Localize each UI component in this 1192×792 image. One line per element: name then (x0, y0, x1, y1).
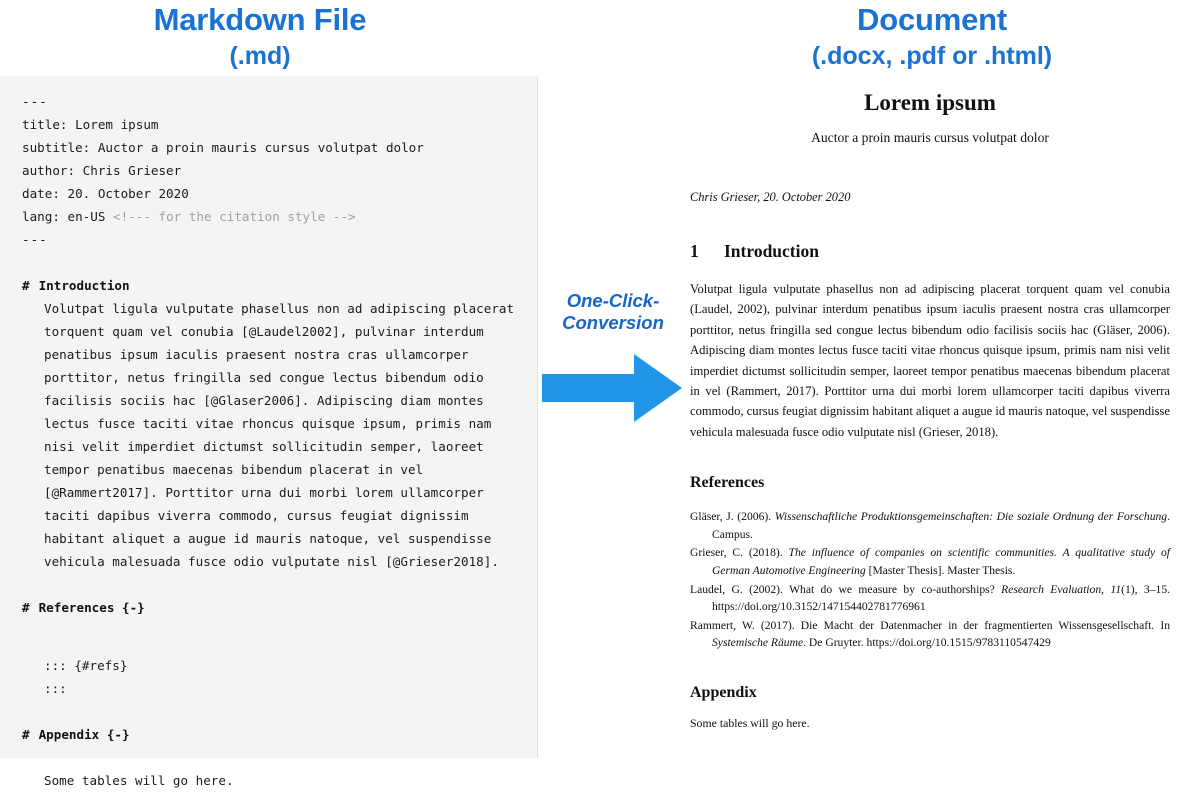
frontmatter-close: --- (22, 232, 48, 247)
heading-text: Appendix {-} (38, 727, 130, 742)
reference-item: Rammert, W. (2017). Die Macht der Datenmacher in der fragmentierten Wissensgesellschaft. In Systemische Räume. De Gruyter. https://doi.org/10.1515/9783110547429 (690, 618, 1170, 650)
document-section-title: Introduction (724, 241, 819, 261)
heading-text: Introduction (38, 278, 130, 293)
document-heading-subtitle: Auctor a proin mauris cursus volutpat dolor (811, 130, 1049, 145)
reference-item: Grieser, C. (2018). The influence of companies on scientific communities. A qualitative study of German Automotive Engineering [Master Thesis]. Master Thesis. (690, 546, 1171, 578)
markdown-refs-div-close: ::: (44, 681, 67, 696)
frontmatter-subtitle: subtitle: Auctor a proin mauris cursus volutpat dolor (22, 140, 424, 155)
markdown-title-main: Markdown File (153, 2, 367, 37)
frontmatter-title: title: Lorem ipsum (22, 117, 159, 132)
heading-text: References {-} (38, 600, 145, 615)
markdown-column-title (0, 2, 520, 70)
document-column-title (672, 2, 1192, 70)
frontmatter-lang-value: lang: en-US (22, 209, 113, 224)
document-title-main: Document (857, 2, 1007, 37)
conversion-callout (538, 290, 688, 426)
markdown-heading-introduction (22, 274, 519, 297)
document-author-date: Chris Grieser, 20. October 2020 (690, 190, 851, 204)
frontmatter-lang (22, 205, 519, 228)
right-arrow-icon (542, 350, 684, 426)
document-heading-title: Lorem ipsum (864, 90, 996, 115)
document-appendix-heading: Appendix (690, 684, 757, 701)
document-section-number: 1 (690, 241, 699, 261)
markdown-heading-references (22, 596, 519, 619)
frontmatter-date: date: 20. October 2020 (22, 186, 189, 201)
markdown-body-introduction: Volutpat ligula vulputate phasellus non ad adipiscing placerat torquent quam vel conubia [@Laudel2002], pulvinar interdum penatibus ipsum iaculis praesent nostra cras ullamcorper porttitor, netus fringilla sed congue lectus bibendum odio facilisis sociis hac [@Glaser2006]. Adipiscing diam montes lectus fusce taciti vitae rhoncus quisque ipsum, primis nam nisi velit imperdiet dictumst sollicitudin semper, laoreet tempor penatibus maecenas bibendum placerat in vel [@Rammert2017]. Porttitor urna dui morbi lorem ullamcorper taciti dapibus viverra commodo, cursus feugiat dignissim habitant aliquet a augue id mauris natoque, vel suspendisse vehicula malesuada fusce odio vulputate nisl [@Grieser2018]. (44, 301, 522, 569)
conversion-label-line1: One-Click- (566, 290, 660, 311)
frontmatter-author: author: Chris Grieser (22, 163, 182, 178)
arrow-wrapper (538, 350, 688, 426)
markdown-heading-appendix (22, 723, 519, 746)
markdown-title-sub: (.md) (229, 41, 291, 70)
document-appendix-body: Some tables will go here. (690, 716, 810, 730)
heading-hash: # (22, 278, 30, 293)
reference-item: Laudel, G. (2002). What do we measure by co-authorships? Research Evaluation, 11(1), 3–15. https://doi.org/10.3152/147154402781776961 (690, 582, 1171, 614)
frontmatter-lang-comment: <!--- for the citation style --> (113, 209, 356, 224)
reference-item: Gläser, J. (2006). Wissenschaftliche Produktionsgemeinschaften: Die soziale Ordnung der Forschung. Campus. (690, 510, 1170, 541)
document-body-text: Volutpat ligula vulputate phasellus non ad adipiscing placerat torquent quam vel conubia (Laudel, 2002), pulvinar interdum penatibus ipsum iaculis praesent nostra cras ullamcorper porttitor, netus fringilla sed congue lectus bibendum odio facilisis sociis hac (Gläser, 2006). Adipiscing diam montes lectus fusce taciti vitae rhoncus quisque ipsum, primis nam nisi velit imperdiet dictumst sollicitudin semper, laoreet tempor penatibus maecenas bibendum placerat in vel (Rammert, 2017). Porttitor urna dui morbi lorem ullamcorper taciti dapibus viverra commodo, cursus feugiat dignissim habitant aliquet a augue id mauris natoque, vel suspendisse vehicula malesuada fusce odio vulputate nisl (Grieser, 2018). (690, 282, 1170, 439)
document-title-sub: (.docx, .pdf or .html) (811, 41, 1053, 70)
rendered-document-pane (690, 76, 1170, 758)
document-section-heading (690, 241, 1170, 262)
document-reference-list (690, 508, 1170, 652)
document-references-heading: References (690, 474, 765, 492)
heading-hash: # (22, 600, 30, 615)
frontmatter-open: --- (22, 94, 48, 109)
markdown-body-appendix: Some tables will go here. (44, 773, 234, 788)
markdown-source-pane (0, 76, 538, 788)
conversion-label-line2: Conversion (562, 312, 664, 333)
heading-hash: # (22, 727, 30, 742)
markdown-refs-div-open: ::: {#refs} (44, 658, 128, 673)
